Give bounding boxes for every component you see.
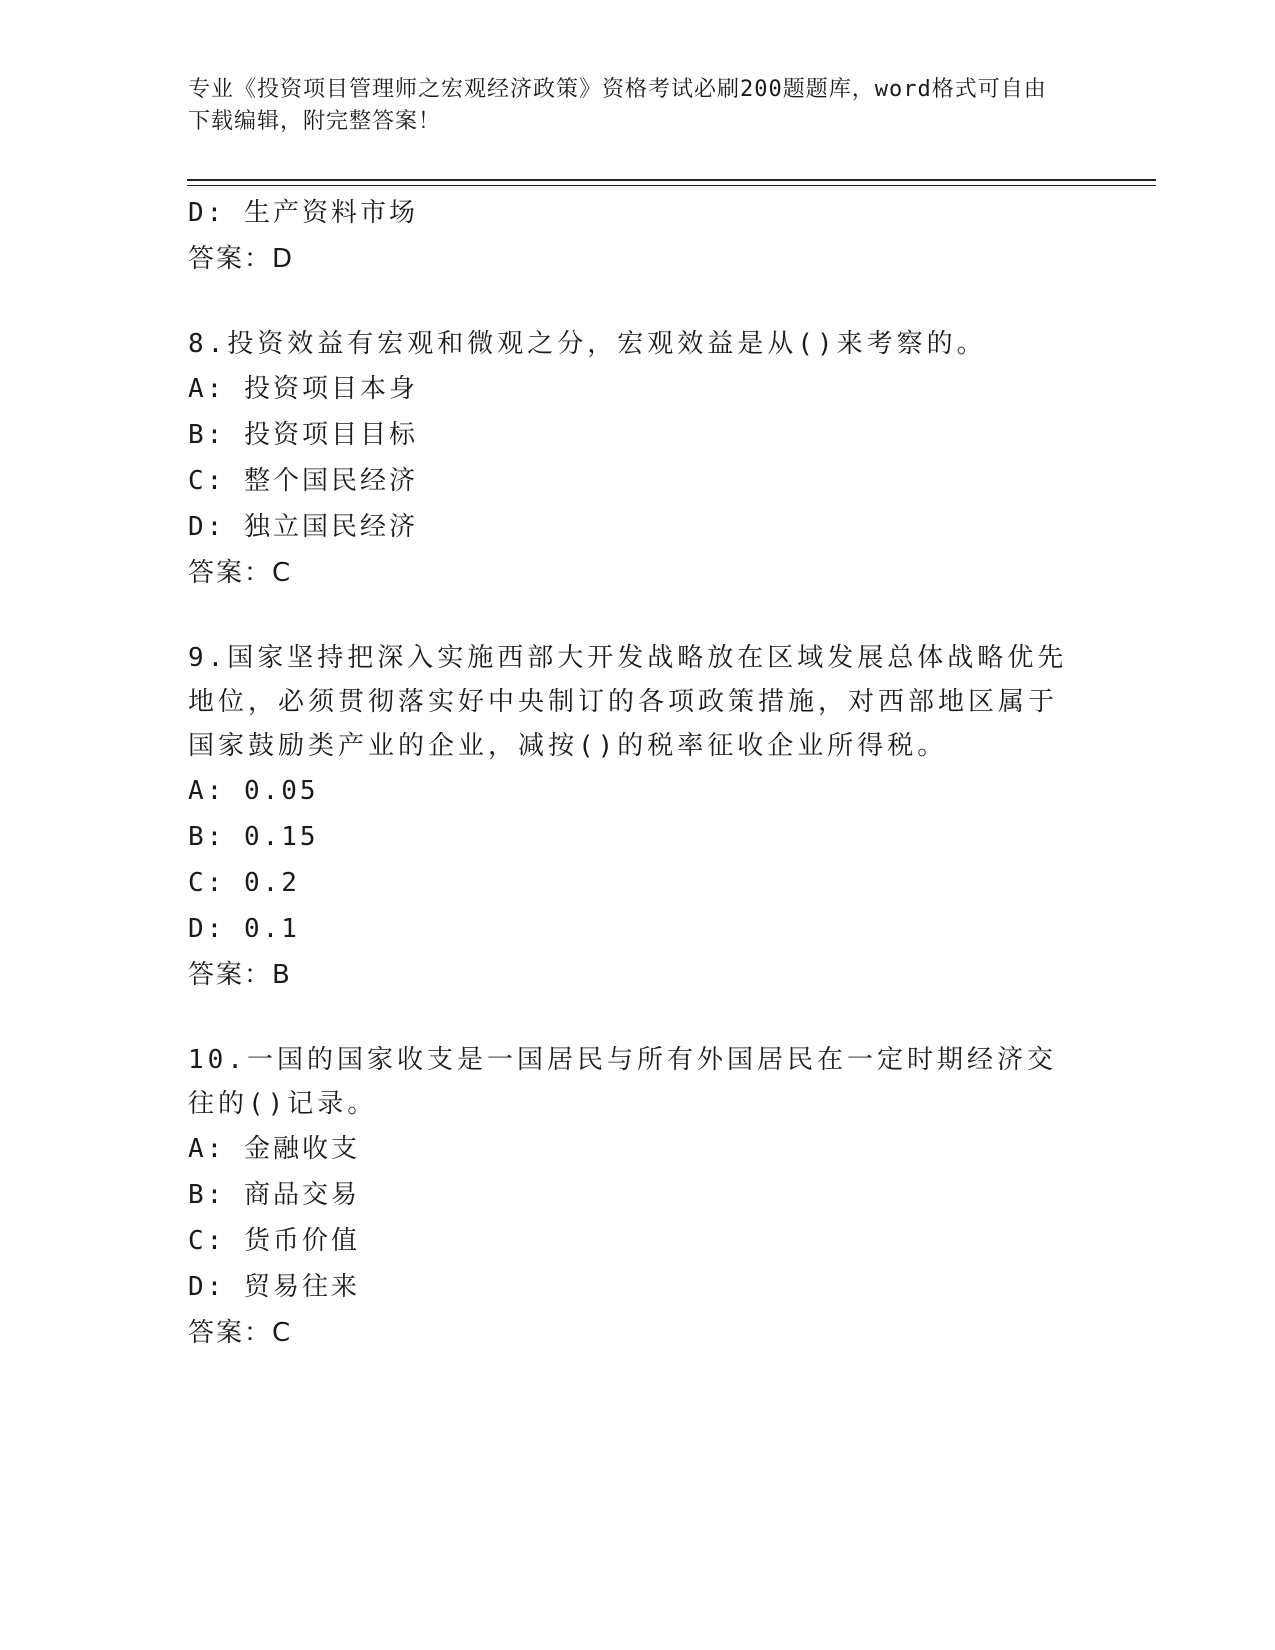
- question-stem: 10.一国的国家收支是一国居民与所有外国居民在一定时期经济交往的()记录。: [188, 1045, 1057, 1119]
- question-9: [188, 636, 1088, 998]
- answer: 答案：C: [188, 558, 293, 588]
- header-divider: [187, 179, 1156, 181]
- question-8: [188, 322, 1088, 596]
- option-d: D: 贸易往来: [188, 1272, 360, 1302]
- answer: 答案：C: [188, 1318, 293, 1348]
- option-a: A: 0.05: [188, 776, 319, 806]
- option-b: B: 0.15: [188, 822, 319, 852]
- option-c: C: 整个国民经济: [188, 466, 418, 496]
- question-stem: 9.国家坚持把深入实施西部大开发战略放在区域发展总体战略优先地位，必须贯彻落实好中央制订的各项政策措施，对西部地区属于国家鼓励类产业的企业，减按()的税率征收企业所得税。: [188, 643, 1068, 761]
- document-body: [188, 190, 1088, 1356]
- option-c: C: 货币价值: [188, 1226, 360, 1256]
- option-d: D: 独立国民经济: [188, 512, 418, 542]
- answer: 答案：B: [188, 960, 292, 990]
- answer-prev: 答案：D: [188, 244, 295, 274]
- header-divider-secondary: [187, 185, 1156, 186]
- option-d: D: 0.1: [188, 914, 300, 944]
- option-b: B: 商品交易: [188, 1180, 360, 1210]
- option-c: C: 0.2: [188, 868, 300, 898]
- question-10: [188, 1038, 1088, 1356]
- page-header-text: 专业《投资项目管理师之宏观经济政策》资格考试必刷200题题库，word格式可自由下载编辑，附完整答案！: [188, 77, 1047, 134]
- option-b: B: 投资项目目标: [188, 420, 418, 450]
- option-a: A: 金融收支: [188, 1134, 360, 1164]
- option-d-prev: D: 生产资料市场: [188, 198, 418, 228]
- option-a: A: 投资项目本身: [188, 374, 418, 404]
- question-stem: 8.投资效益有宏观和微观之分，宏观效益是从()来考察的。: [188, 329, 987, 359]
